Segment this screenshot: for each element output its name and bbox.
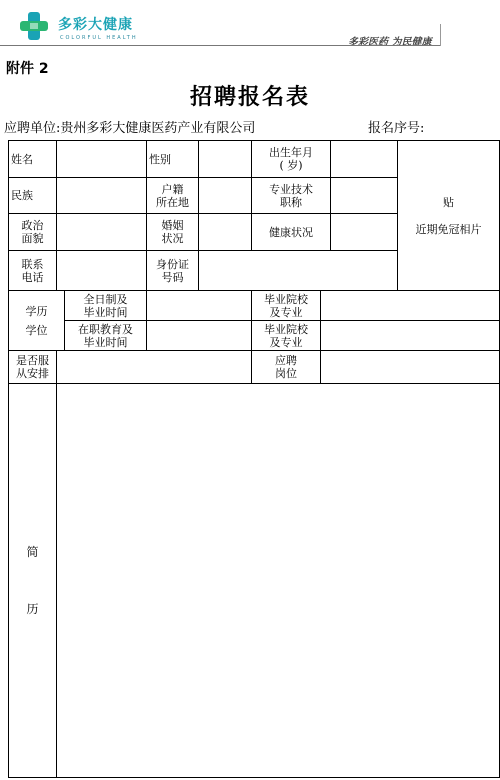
logo-text: 多彩大健康 (58, 17, 133, 33)
attachment-label: 附件 2 (6, 61, 49, 77)
photo-box[interactable]: 贴 近期免冠相片 (397, 140, 500, 291)
label-inservice: 在职教育及 毕业时间 (64, 320, 147, 351)
page-title: 招聘报名表 (189, 84, 310, 110)
label-phone: 联系 电话 (8, 250, 57, 291)
label-position: 应聘 岗位 (251, 350, 321, 384)
label-fulltime: 全日制及 毕业时间 (64, 290, 147, 321)
field-marital[interactable] (198, 213, 252, 251)
field-hukou[interactable] (198, 177, 252, 214)
label-marital: 婚姻 状况 (146, 213, 199, 251)
applying-unit: 应聘单位:贵州多彩大健康医药产业有限公司 (4, 121, 256, 136)
field-professional-title[interactable] (330, 177, 398, 214)
field-school-inservice[interactable] (320, 320, 500, 351)
field-ethnicity[interactable] (56, 177, 147, 214)
field-politics[interactable] (56, 213, 147, 251)
label-id-card: 身份证 号码 (146, 250, 199, 291)
field-fulltime[interactable] (146, 290, 252, 321)
label-school-fulltime: 毕业院校 及专业 (251, 290, 321, 321)
slogan: 多彩医药 为民健康 (348, 37, 432, 48)
label-gender: 性别 (146, 140, 199, 178)
field-school-fulltime[interactable] (320, 290, 500, 321)
label-obey-arrangement: 是否服 从安排 (8, 350, 57, 384)
label-education: 学历 学位 (8, 290, 65, 351)
field-obey-arrangement[interactable] (56, 350, 252, 384)
label-birth: 出生年月 ( 岁) (251, 140, 331, 178)
serial-number-label: 报名序号: (368, 121, 425, 136)
label-health: 健康状况 (251, 213, 331, 251)
label-resume: 简 历 (8, 383, 57, 778)
field-inservice[interactable] (146, 320, 252, 351)
label-hukou: 户籍 所在地 (146, 177, 199, 214)
field-name[interactable] (56, 140, 147, 178)
label-politics: 政治 面貌 (8, 213, 57, 251)
logo-subtext: COLORFUL HEALTH (60, 35, 138, 41)
field-id-card[interactable] (198, 250, 398, 291)
field-birth[interactable] (330, 140, 398, 178)
label-professional-title: 专业技术 职称 (251, 177, 331, 214)
field-health[interactable] (330, 213, 398, 251)
field-phone[interactable] (56, 250, 147, 291)
label-school-inservice: 毕业院校 及专业 (251, 320, 321, 351)
field-gender[interactable] (198, 140, 252, 178)
field-resume[interactable] (56, 383, 500, 778)
label-ethnicity: 民族 (8, 177, 57, 214)
label-name: 姓名 (8, 140, 57, 178)
field-position[interactable] (320, 350, 500, 384)
